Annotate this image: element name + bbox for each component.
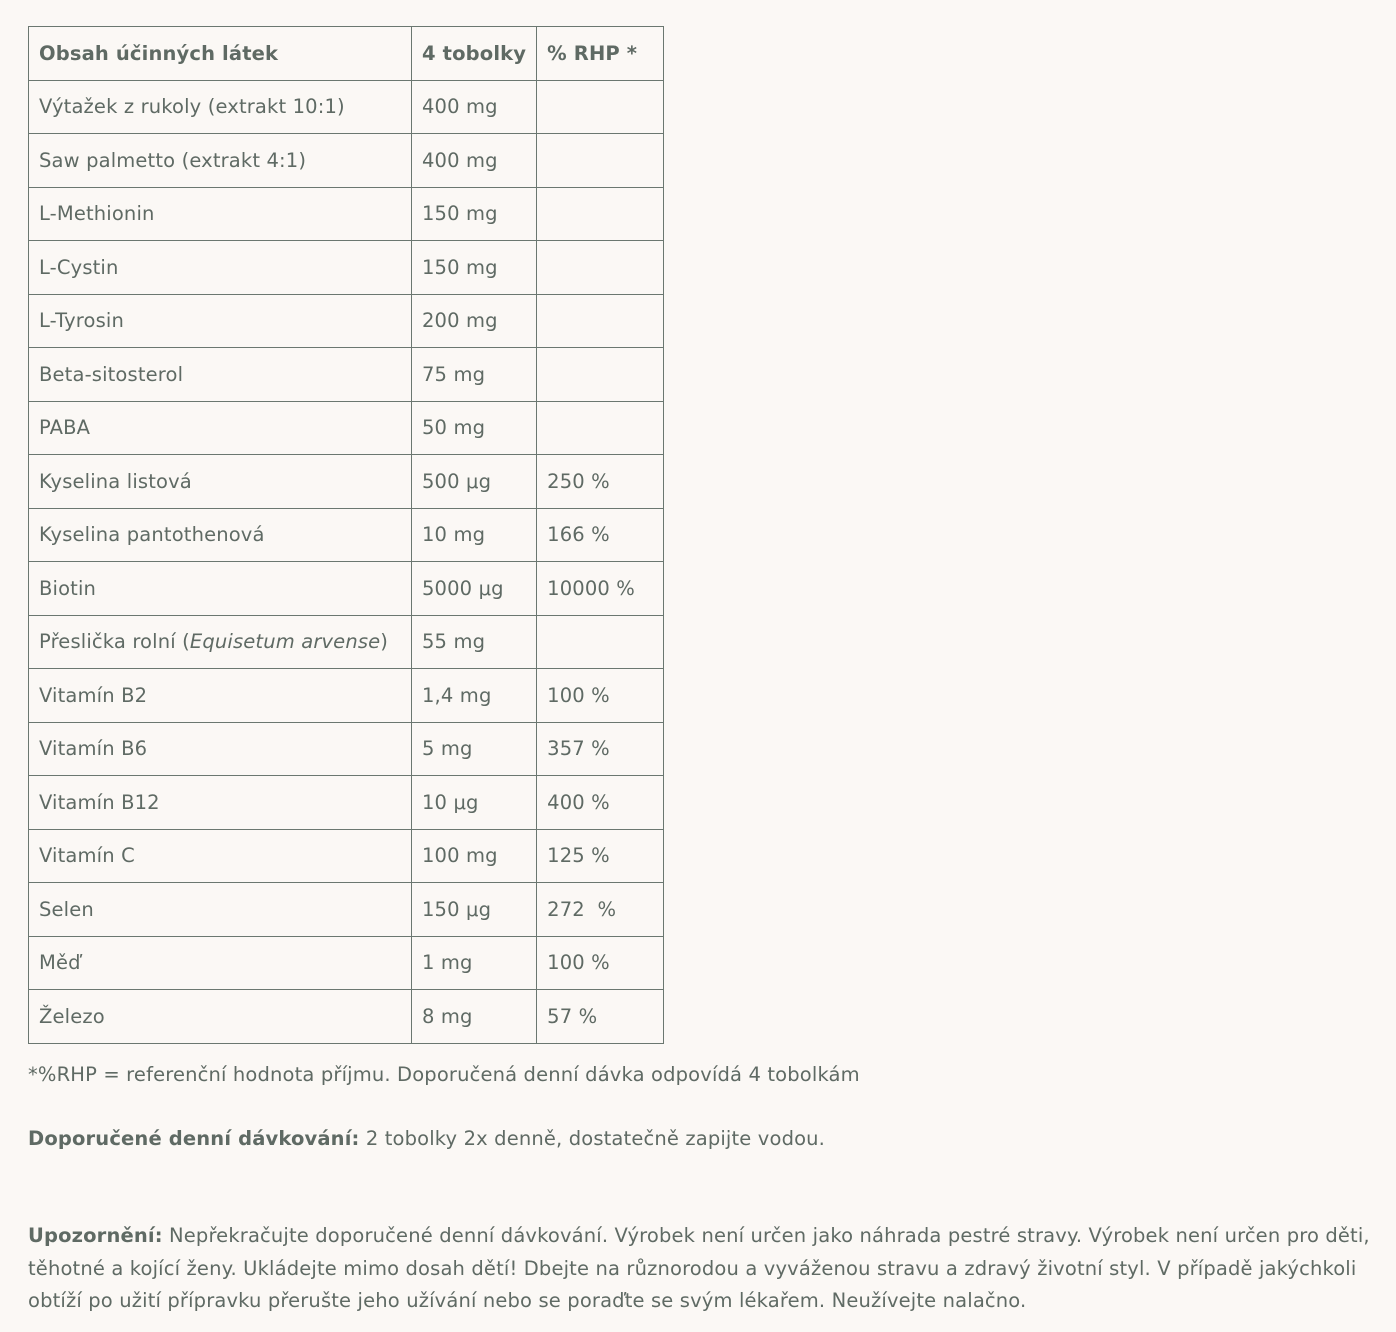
ingredient-name: Selen [29,883,412,937]
ingredient-amount: 150 μg [412,883,537,937]
ingredient-rhp [537,134,664,188]
dosage-text: 2 tobolky 2x denně, dostatečně zapijte vodou. [359,1127,826,1150]
ingredient-amount: 50 mg [412,401,537,455]
table-row [29,990,664,1044]
ingredient-amount: 200 mg [412,294,537,348]
ingredient-name [29,615,412,669]
ingredient-rhp: 166 % [537,508,664,562]
table-row [29,134,664,188]
ingredient-amount: 10 mg [412,508,537,562]
ingredient-rhp: 400 % [537,776,664,830]
table-row [29,348,664,402]
ingredient-name: Vitamín B6 [29,722,412,776]
warning-text: Nepřekračujte doporučené denní dávkování. Výrobek není určen jako náhrada pestré stravy. Výrobek není určen pro děti, těhotné a kojící ženy. Ukládejte mimo dosah dětí! Dbejte na různorodou a vyváženou stravu a zdravý životní styl. V případě jakýchkoli obtíží po užití přípravku přerušte jeho užívání nebo se poraďte se svým lékařem. Neužívejte nalačno. [28,1224,1370,1312]
ingredient-name: L-Cystin [29,241,412,295]
table-row [29,562,664,616]
ingredient-name-prefix: Přeslička rolní ( [39,630,190,654]
ingredient-name: Beta-sitosterol [29,348,412,402]
ingredient-name: Biotin [29,562,412,616]
ingredient-latin-name: Equisetum arvense [189,630,381,654]
ingredient-rhp: 125 % [537,829,664,883]
table-row [29,669,664,723]
ingredient-amount: 75 mg [412,348,537,402]
ingredient-rhp: 57 % [537,990,664,1044]
ingredient-name-suffix: ) [380,630,389,654]
ingredient-name: Vitamín B12 [29,776,412,830]
ingredient-rhp [537,187,664,241]
header-rhp: % RHP * [537,27,664,81]
ingredient-amount: 10 μg [412,776,537,830]
table-header-row [29,27,664,81]
table-row [29,241,664,295]
ingredient-rhp: 272 % [537,883,664,937]
table-row [29,401,664,455]
table-row [29,508,664,562]
ingredient-amount: 500 μg [412,455,537,509]
ingredient-amount: 55 mg [412,615,537,669]
ingredient-rhp [537,294,664,348]
ingredient-rhp [537,241,664,295]
ingredient-rhp: 10000 % [537,562,664,616]
table-row [29,722,664,776]
table-row [29,776,664,830]
ingredient-amount: 5 mg [412,722,537,776]
table-row [29,829,664,883]
ingredient-amount: 150 mg [412,187,537,241]
ingredient-rhp [537,80,664,134]
table-row [29,455,664,509]
ingredient-amount: 1 mg [412,936,537,990]
ingredient-rhp: 100 % [537,669,664,723]
dosage-paragraph [28,1127,825,1150]
table-row [29,80,664,134]
ingredient-amount: 400 mg [412,80,537,134]
ingredient-name: Kyselina listová [29,455,412,509]
ingredient-amount: 8 mg [412,990,537,1044]
ingredient-rhp: 100 % [537,936,664,990]
table-row [29,294,664,348]
ingredient-name: Měď [29,936,412,990]
ingredient-name: Saw palmetto (extrakt 4:1) [29,134,412,188]
ingredient-amount: 5000 μg [412,562,537,616]
ingredient-name: Vitamín B2 [29,669,412,723]
header-ingredient: Obsah účinných látek [29,27,412,81]
table-row [29,936,664,990]
ingredient-rhp: 250 % [537,455,664,509]
ingredient-amount: 100 mg [412,829,537,883]
ingredient-amount: 400 mg [412,134,537,188]
ingredient-name: Výtažek z rukoly (extrakt 10:1) [29,80,412,134]
table-row [29,187,664,241]
rhp-footnote: *%RHP = referenční hodnota příjmu. Doporučená denní dávka odpovídá 4 tobolkám [28,1063,860,1086]
ingredient-rhp: 357 % [537,722,664,776]
ingredients-table [28,26,664,1044]
ingredient-name: L-Methionin [29,187,412,241]
header-amount: 4 tobolky [412,27,537,81]
ingredient-rhp [537,615,664,669]
table-row [29,615,664,669]
dosage-label: Doporučené denní dávkování: [28,1127,360,1150]
warning-paragraph [28,1220,1373,1318]
ingredient-name: Železo [29,990,412,1044]
ingredient-rhp [537,348,664,402]
ingredient-amount: 1,4 mg [412,669,537,723]
ingredient-name: L-Tyrosin [29,294,412,348]
ingredient-name: PABA [29,401,412,455]
ingredient-name: Vitamín C [29,829,412,883]
ingredient-rhp [537,401,664,455]
ingredient-amount: 150 mg [412,241,537,295]
warning-label: Upozornění: [28,1224,163,1247]
table-row [29,883,664,937]
ingredient-name: Kyselina pantothenová [29,508,412,562]
